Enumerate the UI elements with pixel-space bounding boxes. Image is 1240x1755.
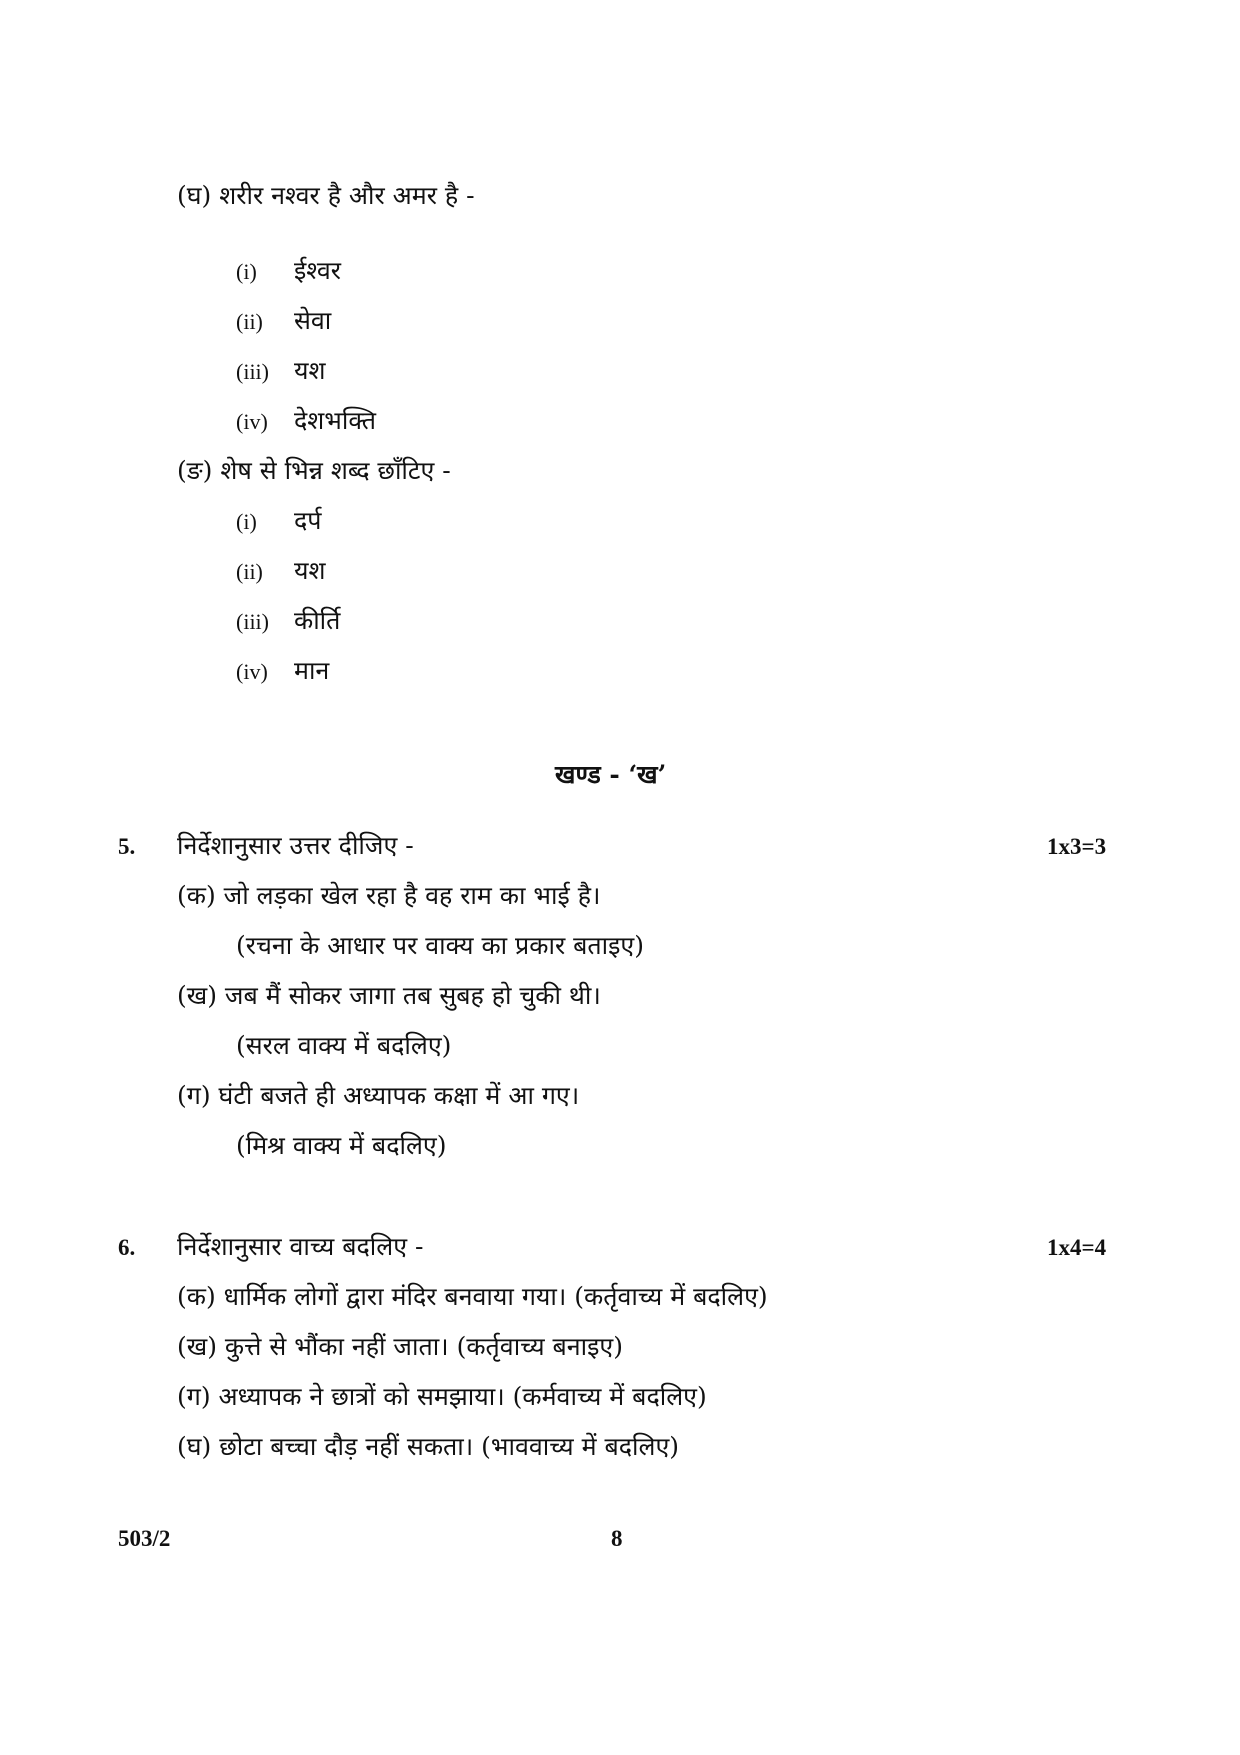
part-label: (ख) — [177, 1332, 217, 1361]
option-item — [236, 355, 326, 388]
question-part-d — [177, 180, 475, 212]
part-text: अध्यापक ने छात्रों को समझाया। (कर्मवाच्य में बदलिए) — [218, 1382, 707, 1411]
part-label: (क) — [177, 1282, 216, 1311]
option-text: यश — [294, 356, 326, 385]
part-text: धार्मिक लोगों द्वारा मंदिर बनवाया गया। (कर्तृवाच्य में बदलिए) — [223, 1282, 768, 1311]
question-text: निर्देशानुसार उत्तर दीजिए - — [177, 831, 414, 860]
paper-code: 503/2 — [118, 1526, 171, 1551]
part-text: कुत्ते से भौंका नहीं जाता। (कर्तृवाच्य बनाइए) — [224, 1332, 624, 1361]
question-part — [177, 1381, 707, 1413]
part-label: (ग) — [177, 1081, 211, 1110]
part-instruction: (रचना के आधार पर वाक्य का प्रकार बताइए) — [236, 931, 644, 960]
option-item — [236, 605, 340, 638]
question-part — [177, 880, 600, 912]
option-text: यश — [294, 556, 326, 585]
question-number: 5. — [118, 834, 136, 859]
option-number: (iv) — [236, 409, 268, 434]
option-text: दर्प — [294, 506, 322, 535]
option-text: मान — [294, 656, 330, 685]
option-item — [236, 405, 376, 438]
option-item — [236, 655, 329, 688]
option-number: (ii) — [236, 309, 263, 334]
question-part — [177, 980, 601, 1012]
option-text: कीर्ति — [294, 606, 341, 635]
part-label: (घ) — [177, 1432, 212, 1461]
option-item — [236, 255, 341, 288]
option-number: (i) — [236, 509, 257, 534]
question-part-e — [177, 455, 451, 487]
part-label: (क) — [177, 881, 216, 910]
option-item — [236, 305, 331, 338]
part-label: (ख) — [177, 981, 217, 1010]
question-part — [177, 1431, 679, 1463]
part-text: घंटी बजते ही अध्यापक कक्षा में आ गए। — [218, 1081, 580, 1110]
option-text: सेवा — [294, 306, 332, 335]
option-number: (ii) — [236, 559, 263, 584]
question-part — [177, 1281, 768, 1313]
part-text: शरीर नश्वर है और अमर है - — [219, 181, 475, 210]
part-text: जब मैं सोकर जागा तब सुबह हो चुकी थी। — [224, 981, 601, 1010]
option-item — [236, 505, 321, 538]
question-part — [177, 1331, 623, 1363]
part-text: जो लड़का खेल रहा है वह राम का भाई है। — [223, 881, 601, 910]
section-heading: खण्ड - ‘ख’ — [555, 760, 667, 789]
question-text: निर्देशानुसार वाच्य बदलिए - — [177, 1232, 424, 1261]
page-number: 8 — [611, 1526, 623, 1551]
part-label: (ग) — [177, 1382, 211, 1411]
part-instruction: (मिश्र वाक्य में बदलिए) — [236, 1131, 447, 1160]
option-number: (iv) — [236, 659, 268, 684]
part-instruction: (सरल वाक्य में बदलिए) — [236, 1031, 452, 1060]
option-number: (iii) — [236, 609, 269, 634]
part-label: (ङ) — [177, 456, 213, 485]
marks: 1x3=3 — [1047, 834, 1107, 859]
question-number: 6. — [118, 1235, 136, 1260]
part-text: शेष से भिन्न शब्द छाँटिए - — [220, 456, 451, 485]
option-text: देशभक्ति — [294, 406, 376, 435]
part-text: छोटा बच्चा दौड़ नहीं सकता। (भाववाच्य में बदलिए) — [219, 1432, 680, 1461]
marks: 1x4=4 — [1047, 1235, 1107, 1260]
option-number: (iii) — [236, 359, 269, 384]
option-number: (i) — [236, 259, 257, 284]
option-text: ईश्वर — [294, 256, 342, 285]
question-part — [177, 1080, 579, 1112]
part-label: (घ) — [177, 181, 212, 210]
option-item — [236, 555, 326, 588]
